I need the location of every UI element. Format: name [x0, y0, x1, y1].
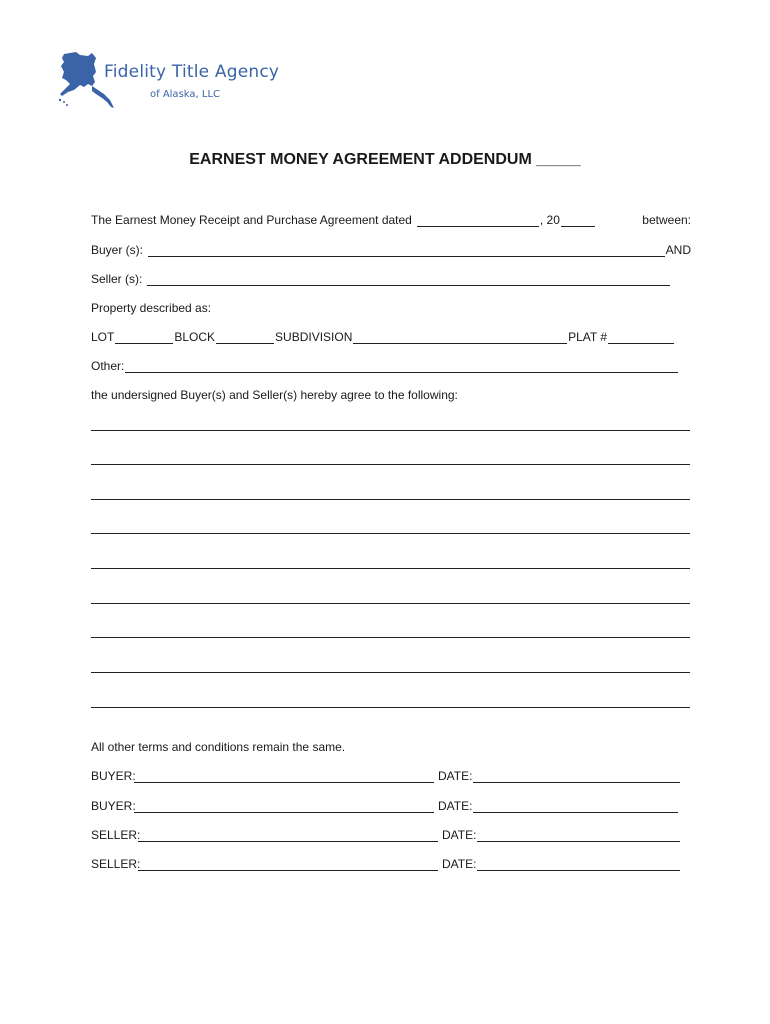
- signature-role-label: SELLER:: [91, 828, 141, 842]
- lot-label: LOT: [91, 330, 115, 344]
- terms-line[interactable]: [91, 603, 690, 604]
- property-fields-line: [91, 330, 675, 344]
- date-label: DATE:: [438, 799, 473, 813]
- agreement-date-field[interactable]: [417, 214, 539, 227]
- subdivision-label: SUBDIVISION: [275, 330, 353, 344]
- date-field[interactable]: [477, 829, 680, 842]
- intro-text: The Earnest Money Receipt and Purchase Agreement dated: [91, 213, 412, 227]
- terms-remain-statement: All other terms and conditions remain the same.: [91, 740, 346, 754]
- other-line: [91, 359, 679, 373]
- property-label: Property described as:: [91, 301, 212, 315]
- signature-field[interactable]: [134, 800, 434, 813]
- date-field[interactable]: [473, 800, 678, 813]
- other-label: Other:: [91, 359, 125, 373]
- logo-company-name: Fidelity Title Agency: [104, 62, 280, 82]
- logo-subline: of Alaska, LLC: [150, 89, 220, 100]
- signature-role-label: BUYER:: [91, 799, 136, 813]
- seller-names-field[interactable]: [147, 273, 670, 286]
- plat-field[interactable]: [608, 331, 674, 344]
- signature-field[interactable]: [138, 829, 438, 842]
- seller-line: [91, 272, 671, 286]
- date-label: DATE:: [442, 857, 477, 871]
- terms-line[interactable]: [91, 533, 690, 534]
- buyer-names-field[interactable]: [148, 244, 665, 257]
- terms-line[interactable]: [91, 707, 690, 708]
- signature-row: [91, 769, 681, 783]
- block-field[interactable]: [216, 331, 274, 344]
- buyer-and-label: AND: [665, 243, 691, 257]
- intro-line: [91, 213, 691, 227]
- block-label: BLOCK: [174, 330, 216, 344]
- signature-row: [91, 828, 681, 842]
- year-prefix: , 20: [539, 213, 560, 227]
- signature-role-label: SELLER:: [91, 857, 141, 871]
- terms-line[interactable]: [91, 464, 690, 465]
- plat-label: PLAT #: [568, 330, 607, 344]
- document-title: EARNEST MONEY AGREEMENT ADDENDUM _____: [189, 151, 581, 168]
- terms-line[interactable]: [91, 672, 690, 673]
- signature-role-label: BUYER:: [91, 769, 136, 783]
- terms-line[interactable]: [91, 430, 690, 431]
- terms-line[interactable]: [91, 637, 690, 638]
- company-logo: [58, 50, 288, 112]
- signature-field[interactable]: [134, 770, 434, 783]
- subdivision-field[interactable]: [353, 331, 567, 344]
- seller-label: Seller (s):: [91, 272, 143, 286]
- date-label: DATE:: [442, 828, 477, 842]
- other-field[interactable]: [125, 360, 678, 373]
- agree-statement: the undersigned Buyer(s) and Seller(s) hereby agree to the following:: [91, 388, 458, 402]
- terms-line[interactable]: [91, 568, 690, 569]
- date-label: DATE:: [438, 769, 473, 783]
- buyer-label: Buyer (s):: [91, 243, 144, 257]
- signature-row: [91, 799, 679, 813]
- date-field[interactable]: [477, 858, 680, 871]
- terms-line[interactable]: [91, 499, 690, 500]
- signature-row: [91, 857, 681, 871]
- between-label: between:: [642, 213, 691, 227]
- signature-field[interactable]: [138, 858, 438, 871]
- lot-field[interactable]: [115, 331, 173, 344]
- buyer-line: [91, 243, 691, 257]
- date-field[interactable]: [473, 770, 680, 783]
- agreement-year-field[interactable]: [561, 214, 595, 227]
